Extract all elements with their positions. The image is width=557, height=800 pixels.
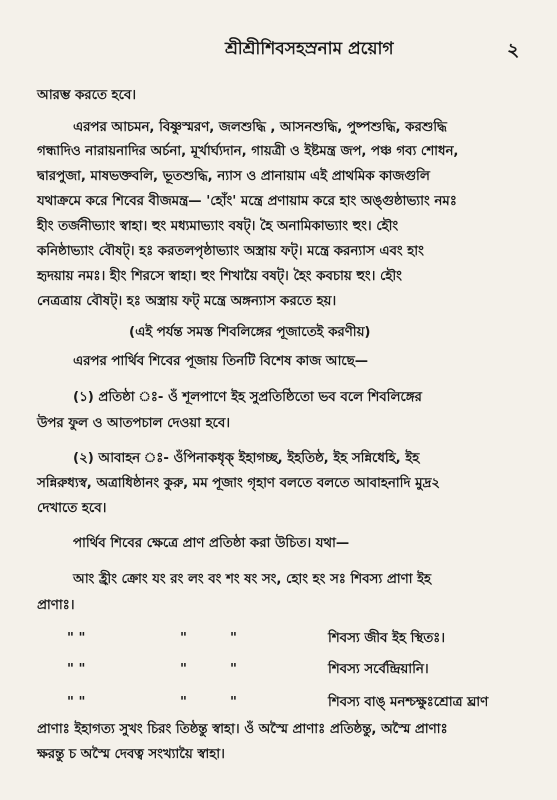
paragraph-line: আরম্ভ করতে হবে।	[37, 88, 137, 103]
ditto-mark: " "	[67, 662, 86, 677]
paragraph-line: দ্বারপুজা, মাষভক্তবলি, ভূতশুদ্ধি, ন্যাস ও প্রানায়াম এই প্রাথমিক কাজগুলি	[37, 169, 430, 184]
page-number: ২	[507, 39, 520, 61]
mantra-line: আং হ্রীং ক্রোং যং রং লং বং শং ষং সং, হোং হং সঃ শিবস্য প্রাণা ইহ	[73, 572, 432, 587]
ditto-text: শিবস্য বাঙ্ মনশ্চক্ষুঃশ্রোত্র ঘ্রাণ	[328, 695, 489, 710]
paragraph-line: যথাক্রমে করে শিবের বীজমন্ত্র— 'হোঁং' মন্ত্রে প্রণায়াম করে হাং অঙ্গুষ্ঠাভ্যাং নমঃ	[37, 194, 457, 209]
list-item-pratishtha: (১) প্রতিষ্ঠা ঃ- ওঁ শূলপাণে ইহ সুপ্রতিষ্ঠিতো ভব বলে শিবলিঙ্গের	[73, 390, 422, 405]
mantra-line: ক্ষরন্তু চ অস্মৈ দেবত্ব সংখ্যায়ৈ স্বাহা।	[37, 747, 225, 762]
page-header	[0, 36, 557, 66]
paragraph-line: গন্ধাদিও নারায়নাদির অর্চনা, মূর্খার্ঘ্যদান, গায়ত্রী ও ইষ্টমন্ত্র জপ, পঞ্চ গব্য শোধন,	[37, 144, 459, 159]
list-item-abahan: (২) আবাহন ঃ- ওঁপিনাকধৃক্ ইহাগচ্ছ, ইহতিষ্ঠ, ইহ সন্নিধেহি, ইহ	[73, 451, 420, 466]
ditto-text: শিবস্য জীব ইহ স্থিতঃ।	[328, 631, 446, 646]
ditto-mark: "	[180, 662, 187, 677]
ditto-mark: "	[230, 662, 237, 677]
paragraph-line: সন্নিরুধ্যস্ব, অত্রাধিষ্ঠানং কুরু, মম পূজাং গৃহাণ বলতে বলতে আবাহনাদি মুদ্র২	[37, 476, 440, 491]
paragraph-line: এরপর পার্থিব শিবের পূজায় তিনটি বিশেষ কাজ আছে—	[73, 354, 368, 369]
ditto-mark: " "	[67, 631, 86, 646]
ditto-mark: "	[230, 695, 237, 710]
note-line: (এই পর্যন্ত সমস্ত শিবলিঙ্গের পূজাতেই করণীয়)	[129, 325, 371, 340]
paragraph-line: কনিষ্ঠাভ্যাং বৌষট্। হঃ করতলপৃষ্ঠাভ্যাং অস্ত্রায় ফট্। মন্ত্রে করন্যাস এবং হাং	[37, 244, 424, 259]
paragraph-line: হৃদয়ায় নমঃ। হীং শিরসে স্বাহা। হুং শিখায়ৈ বষট্। হৈং কবচায় হুং। হৌং	[37, 269, 402, 284]
mantra-line: প্রাণাঃ।	[37, 598, 75, 613]
page-title: শ্রীশ্রীশিবসহস্রনাম প্রয়োগ	[225, 39, 394, 59]
paragraph-line: উপর ফুল ও আতপচাল দেওয়া হবে।	[37, 416, 231, 431]
ditto-text: শিবস্য সর্বেন্দ্রিয়ানি।	[328, 662, 429, 677]
paragraph-line: পার্থিব শিবের ক্ষেত্রে প্রাণ প্রতিষ্ঠা করা উচিত। যথা—	[73, 536, 350, 551]
paragraph-line: এরপর আচমন, বিষ্ণুস্মরণ, জলশুদ্ধি , আসনশুদ্ধি, পুষ্পশুদ্ধি, করশুদ্ধি	[73, 120, 447, 135]
paragraph-line: দেখাতে হবে।	[37, 501, 107, 516]
ditto-mark: "	[180, 695, 187, 710]
ditto-mark: "	[180, 631, 187, 646]
ditto-mark: "	[230, 631, 237, 646]
paragraph-line: নেত্রত্রায় বৌষট্। হঃ অস্ত্রায় ফট্ মন্ত্রে অঙ্গন্যাস করতে হয়।	[37, 294, 337, 309]
ditto-mark: " "	[67, 695, 86, 710]
paragraph-line: হীং তর্জনীভ্যাং স্বাহা। হুং মধ্যমাভ্যাং বষট্। হৈ অনামিকাভ্যাং হুং। হৌং	[37, 219, 399, 234]
mantra-line: প্রাণাঃ ইহাগত্য সুখং চিরং তিষ্ঠন্তু স্বাহা। ওঁ অস্মৈ প্রাণাঃ প্রতিষ্ঠন্তু, অস্মৈ প্রাণাঃ	[37, 722, 448, 737]
